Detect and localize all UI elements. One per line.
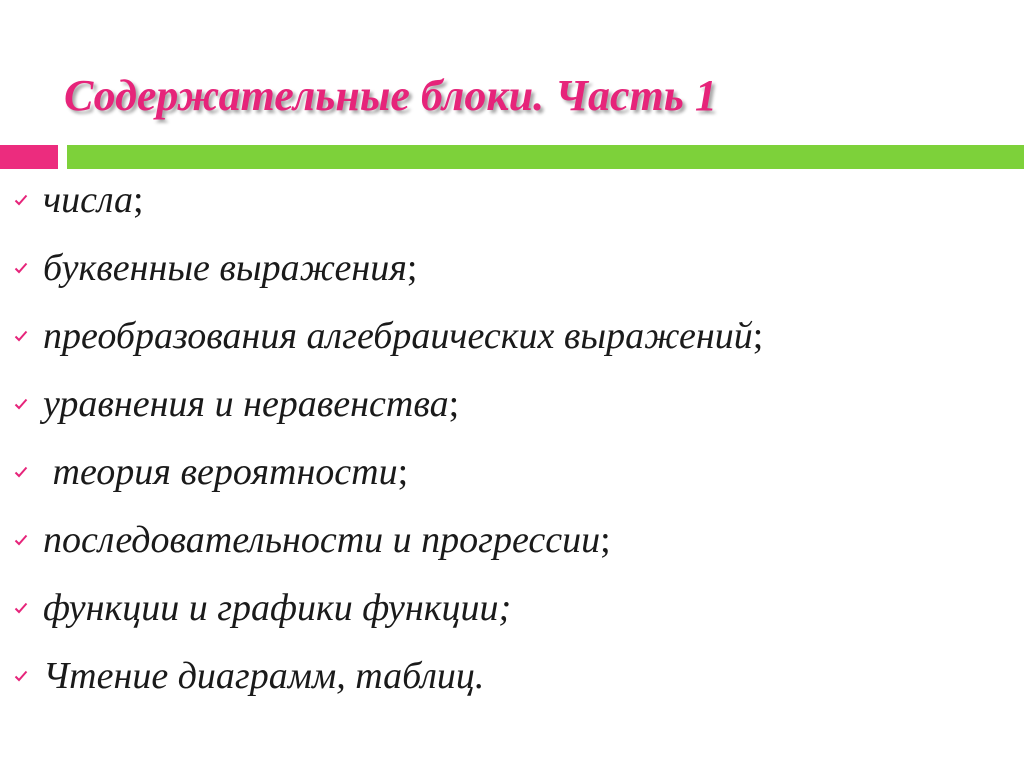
list-item-text: функции и графики функции;	[43, 587, 512, 629]
checkmark-icon	[12, 669, 30, 683]
list-item-punct: ;	[397, 451, 409, 493]
checkmark-icon	[12, 193, 30, 207]
list-item-text: буквенные выражения	[43, 247, 407, 289]
list-item-punct: ;	[406, 247, 418, 289]
checkmark-icon	[12, 261, 30, 275]
list-item-text: преобразования алгебраических выражений	[43, 315, 753, 357]
list-item-punct: ;	[752, 315, 764, 357]
list-item-punct: ;	[133, 179, 144, 221]
list-item-punct: ;	[448, 383, 460, 425]
list-item	[0, 234, 763, 302]
list-item	[0, 370, 763, 438]
slide-title: Содержательные блоки. Часть 1	[64, 71, 717, 120]
list-item	[0, 506, 763, 574]
checkmark-icon	[12, 329, 30, 343]
list-item-text: теория вероятности	[43, 451, 398, 493]
list-item	[0, 302, 763, 370]
checkmark-icon	[12, 465, 30, 479]
list-item-punct: ;	[600, 519, 611, 561]
checkmark-icon	[12, 397, 30, 411]
list-item	[0, 642, 763, 710]
list-item-text: числа	[43, 179, 134, 221]
content-list	[0, 166, 763, 710]
list-item	[0, 166, 763, 234]
list-item	[0, 574, 763, 642]
list-item	[0, 438, 763, 506]
list-item-text: последовательности и прогрессии	[43, 519, 601, 561]
checkmark-icon	[12, 533, 30, 547]
checkmark-icon	[12, 601, 30, 615]
list-item-text: уравнения и неравенства	[43, 383, 449, 425]
list-item-text: Чтение диаграмм, таблиц.	[43, 655, 485, 697]
